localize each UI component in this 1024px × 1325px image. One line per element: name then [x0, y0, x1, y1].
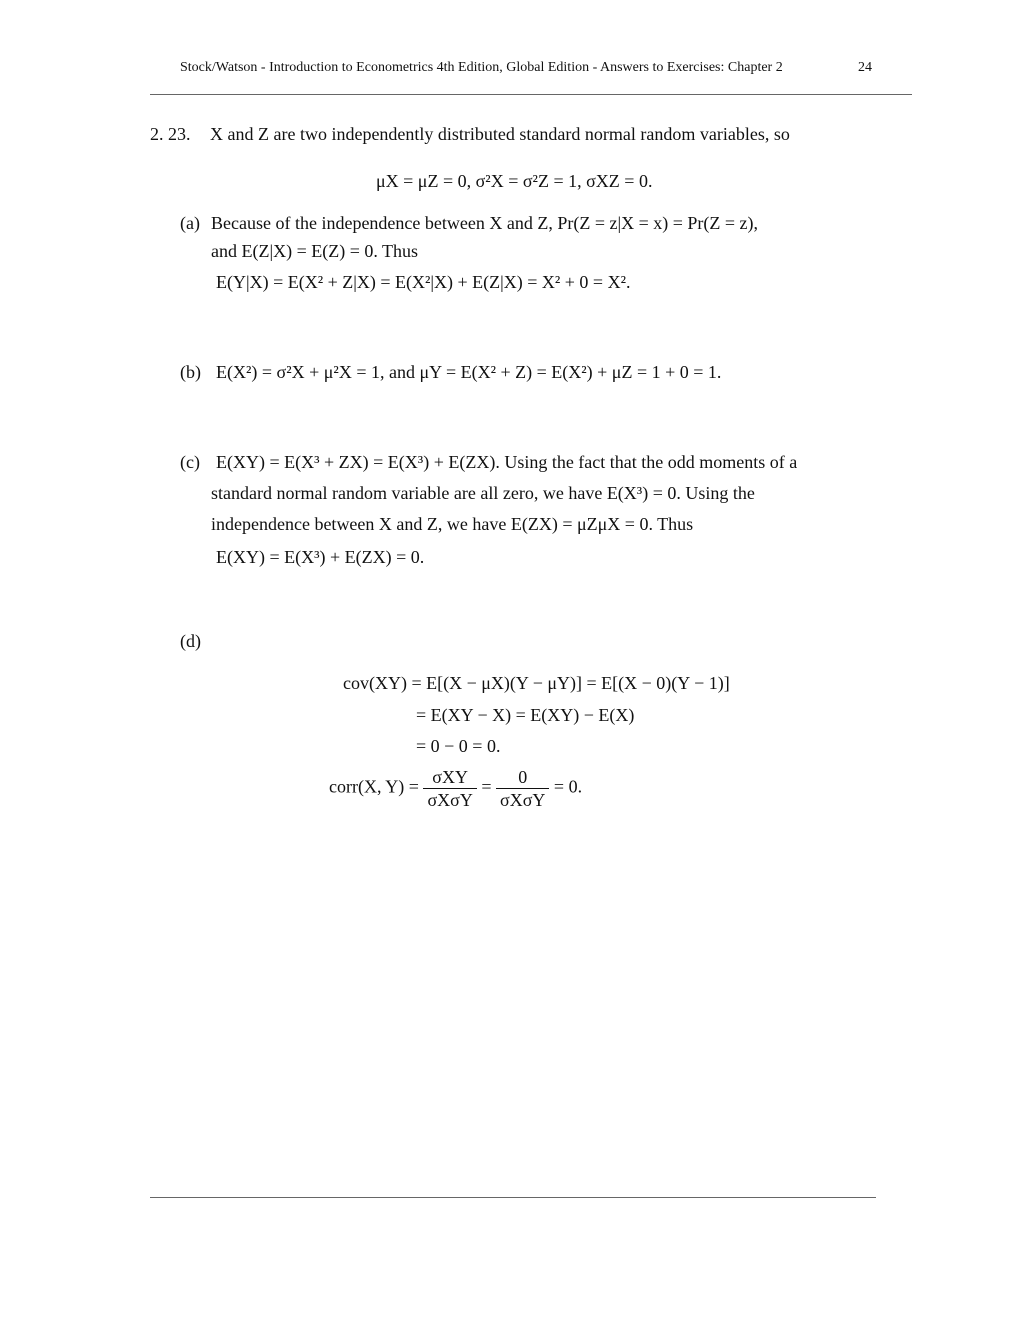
- header-rule: [150, 94, 912, 95]
- part-c-label: (c): [180, 452, 200, 472]
- footer-rule: [150, 1197, 876, 1198]
- corr-denominator-2: σXσY: [500, 790, 546, 810]
- cov-line1: cov(XY) = E[(X − μX)(Y − μY)] = E[(X − 0)(Y − 1)]: [343, 673, 730, 693]
- corr-equals: =: [481, 776, 492, 797]
- part-c-line1: E(XY) = E(X³ + ZX) = E(X³) + E(ZX). Using the fact that the odd moments of a: [216, 452, 798, 472]
- part-a-label: (a): [180, 213, 200, 233]
- part-a-line1: Because of the independence between X and Z, Pr(Z = z|X = x) = Pr(Z = z),: [211, 213, 759, 233]
- corr-lhs: corr(X, Y) =: [329, 776, 419, 797]
- page-number: 24: [858, 60, 872, 75]
- corr-rhs: = 0.: [553, 776, 583, 797]
- part-a-line2: and E(Z|X) = E(Z) = 0. Thus: [211, 241, 419, 261]
- part-b-label: (b): [180, 362, 201, 382]
- cov-line2: = E(XY − X) = E(XY) − E(X): [416, 705, 635, 725]
- given-equation: μX = μZ = 0, σ²X = σ²Z = 1, σXZ = 0.: [376, 171, 653, 191]
- cov-line3: = 0 − 0 = 0.: [416, 736, 501, 756]
- part-b-equation: E(X²) = σ²X + μ²X = 1, and μY = E(X² + Z) = E(X²) + μZ = 1 + 0 = 1.: [216, 362, 722, 382]
- corr-equation: [329, 766, 582, 811]
- problem-intro: X and Z are two independently distributed standard normal random variables, so: [210, 124, 790, 144]
- part-c-line3: independence between X and Z, we have E(ZX) = μZμX = 0. Thus: [211, 514, 694, 534]
- corr-numerator-1: σXY: [423, 766, 476, 789]
- part-c-line4: E(XY) = E(X³) + E(ZX) = 0.: [216, 547, 425, 567]
- problem-number: 2. 23.: [150, 124, 191, 144]
- part-d-label: (d): [180, 631, 201, 651]
- part-c-line2: standard normal random variable are all zero, we have E(X³) = 0. Using the: [211, 483, 755, 503]
- corr-denominator-1: σXσY: [427, 790, 473, 810]
- corr-numerator-2: 0: [496, 766, 549, 789]
- corr-fraction-1: [423, 766, 476, 811]
- running-header: Stock/Watson - Introduction to Econometrics 4th Edition, Global Edition - Answers to Exercises: Chapter 2: [180, 60, 783, 75]
- part-a-equation: E(Y|X) = E(X² + Z|X) = E(X²|X) + E(Z|X) = X² + 0 = X².: [216, 272, 631, 292]
- corr-fraction-2: [496, 766, 549, 811]
